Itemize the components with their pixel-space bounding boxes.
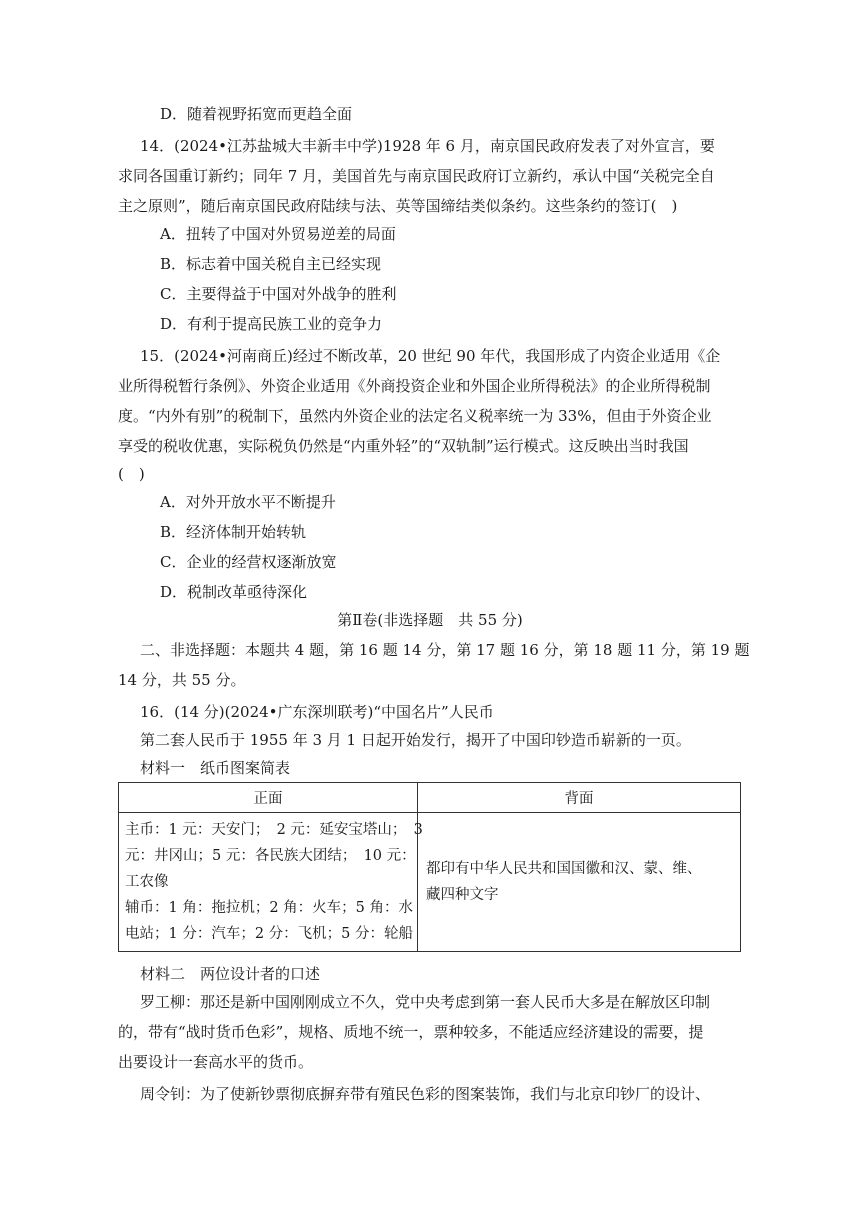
section-instructions: 14 分，共 55 分。 — [118, 671, 246, 689]
banknote-pattern-table — [118, 782, 741, 952]
q15-line: 享受的税收优惠，实际税负仍然是“内重外轻”的“双轨制”运行模式。这反映出当时我国 — [118, 437, 689, 455]
front-cell-line: 工农像 — [125, 874, 169, 890]
q14-option-a: A．扭转了中国对外贸易逆差的局面 — [160, 225, 396, 243]
luo-quote-line: 罗工柳：那还是新中国刚刚成立不久，党中央考虑到第一套人民币大多是在解放区印制 — [140, 993, 711, 1011]
q15-option-d: D．税制改革亟待深化 — [160, 583, 308, 601]
q15-option-b: B．经济体制开始转轨 — [160, 523, 307, 541]
luo-quote-line: 的，带有“战时货币色彩”，规格、质地不统一，票种较多，不能适应经济建设的需要，提 — [118, 1023, 704, 1041]
table-row — [119, 813, 741, 952]
column-header-front: 正面 — [119, 783, 418, 813]
material1-title: 材料一 纸币图案简表 — [140, 759, 291, 777]
q15-line: 度。“内外有别”的税制下，虽然内外资企业的法定名义税率统一为 33%，但由于外资企业 — [118, 407, 712, 425]
q14-option-c: C．主要得益于中国对外战争的胜利 — [160, 285, 397, 303]
zhou-quote-line: 周令钊：为了使新钞票彻底摒弃带有殖民色彩的图案装饰，我们与北京印钞厂的设计、 — [140, 1085, 711, 1103]
back-cell-line: 都印有中华人民共和国国徽和汉、蒙、维、 — [426, 861, 702, 877]
front-cell — [119, 813, 423, 952]
front-cell-line: 主币：1 元：天安门； 2 元：延安宝塔山； 3 — [125, 822, 423, 838]
front-cell-line: 元：井冈山；5 元：各民族大团结； 10 元： — [125, 848, 416, 864]
q15-option-c: C．企业的经营权逐渐放宽 — [160, 553, 337, 571]
q14-line: 14．(2024•江苏盐城大丰新丰中学)1928 年 6 月，南京国民政府发表了对外宣言，要 — [140, 137, 715, 155]
table-header-row — [119, 783, 741, 813]
q16-intro: 第二套人民币于 1955 年 3 月 1 日起开始发行，揭开了中国印钞造币崭新的一页。 — [140, 731, 691, 749]
q14-option-b: B．标志着中国关税自主已经实现 — [160, 255, 382, 273]
q15-line: 业所得税暂行条例》、外资企业适用《外商投资企业和外国企业所得税法》的企业所得税制 — [118, 377, 711, 395]
section-title: 第Ⅱ卷(非选择题 共 55 分) — [337, 611, 523, 629]
front-cell-line: 辅币：1 角：拖拉机；2 角：火车；5 角：水 — [125, 900, 414, 916]
back-cell — [418, 813, 741, 952]
q15-option-a: A．对外开放水平不断提升 — [160, 493, 336, 511]
material2-title: 材料二 两位设计者的口述 — [140, 965, 321, 983]
back-cell-line: 藏四种文字 — [426, 887, 499, 903]
q14-option-d: D．有利于提高民族工业的竞争力 — [160, 315, 383, 333]
q14-line: 主之原则”，随后南京国民政府陆续与法、英等国缔结类似条约。这些条约的签订( ) — [118, 197, 678, 215]
q14-line: 求同各国重订新约；同年 7 月，美国首先与南京国民政府订立新约，承认中国“关税完全自 — [118, 167, 715, 185]
q16-header: 16．(14 分)(2024•广东深圳联考)“中国名片”人民币 — [140, 703, 494, 721]
prev-option-d: D．随着视野拓宽而更趋全面 — [160, 105, 353, 123]
column-header-back: 背面 — [418, 783, 741, 813]
q15-line: ( ) — [118, 465, 145, 483]
luo-quote-line: 出要设计一套高水平的货币。 — [118, 1053, 314, 1071]
q15-line: 15．(2024•河南商丘)经过不断改革，20 世纪 90 年代，我国形成了内资企业适用《企 — [140, 347, 721, 365]
front-cell-line: 电站；1 分：汽车；2 分：飞机；5 分：轮船 — [125, 926, 414, 942]
section-instructions: 二、非选择题：本题共 4 题，第 16 题 14 分，第 17 题 16 分，第 18 题 11 分，第 19 题 — [140, 641, 750, 659]
